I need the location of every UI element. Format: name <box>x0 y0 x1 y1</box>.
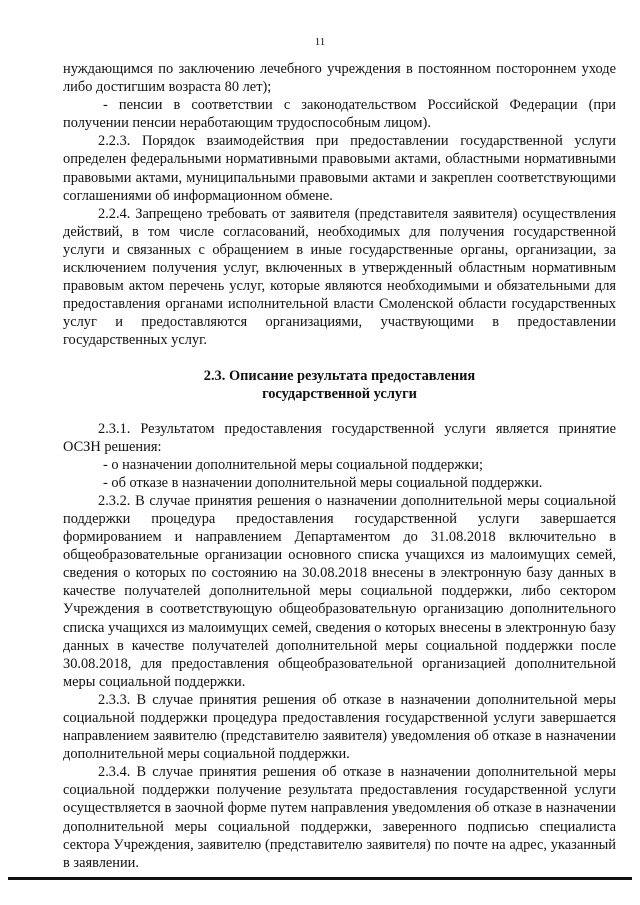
paragraph-2-3-2: 2.3.2. В случае принятия решения о назначении дополнительной меры социальной поддержки процедура предоставления государственной услуги завершается формированием и направлением Департаментом до 31.08.2018 включительно в общеобразовательные организации основного списка учащихся из малоимущих семей, сведения о которых по состоянию на 30.08.2018 внесены в электронную базу данных в качестве получателей дополнительной меры социальной поддержки, либо сектором Учреждения в соответствующую общеобразовательную организацию дополнительного списка учащихся из малоимущих семей, сведения о которых внесены в электронную базу данных в качестве получателей дополнительной меры социальной поддержки после 30.08.2018, для предоставления общеобразовательной организацией дополнительной меры социальной поддержки. <box>63 492 616 690</box>
document-body <box>63 60 616 872</box>
list-item-pension: - пенсии в соответствии с законодательством Российской Федерации (при получении пенсии неработающим трудоспособным лицом). <box>63 97 616 132</box>
list-item-refusal: - об отказе в назначении дополнительной меры социальной поддержки. <box>103 474 543 491</box>
paragraph-2-3-4: 2.3.4. В случае принятия решения об отказе в назначении дополнительной меры социальной поддержки получение результата предоставления государственной услуги осуществляется в заочной форме путем направления уведомления об отказе в назначении дополнительной меры социальной поддержки, заверенного подписью специалиста сектора Учреждения, заявителю (представителю заявителя) по почте на адрес, указанный в заявлении. <box>63 764 616 871</box>
paragraph-continuation: нуждающимся по заключению лечебного учреждения в постоянном постороннем уходе либо достигшим возраста 80 лет); <box>63 61 616 96</box>
page-number: 11 <box>314 36 326 48</box>
bottom-rule <box>8 877 632 880</box>
section-heading-line-1: 2.3. Описание результата предоставления <box>203 367 476 384</box>
section-heading <box>63 367 616 404</box>
paragraph-2-2-4: 2.2.4. Запрещено требовать от заявителя (представителя заявителя) осуществления действий, в том числе согласований, необходимых для получения государственной услуги и связанных с обращением в иные государственные органы, организации, за исключением получения услуг, включенных в утвержденный областным нормативным правовым актом перечень услуг, которые являются необходимыми и обязательными для предоставления органами исполнительной власти Смоленской области государственных услуг и предоставляются организациями, участвующими в предоставлении государственных услуг. <box>63 205 616 349</box>
list-item-approval: - о назначении дополнительной меры социальной поддержки; <box>103 456 483 473</box>
paragraph-2-2-3: 2.2.3. Порядок взаимодействия при предоставлении государственной услуги определен федеральными нормативными правовыми актами, областными нормативными правовыми актами, муниципальными правовыми актами и закреплен соответствующими соглашениями об информационном обмене. <box>63 133 616 204</box>
paragraph-2-3-3: 2.3.3. В случае принятия решения об отказе в назначении дополнительной меры социальной поддержки процедура предоставления государственной услуги завершается направлением заявителю (представителю заявителя) уведомления об отказе в назначении дополнительной меры социальной поддержки. <box>63 691 616 763</box>
section-heading-line-2: государственной услуги <box>262 386 417 402</box>
paragraph-2-3-1: 2.3.1. Результатом предоставления государственной услуги является принятие ОСЗН решения: <box>63 420 616 455</box>
